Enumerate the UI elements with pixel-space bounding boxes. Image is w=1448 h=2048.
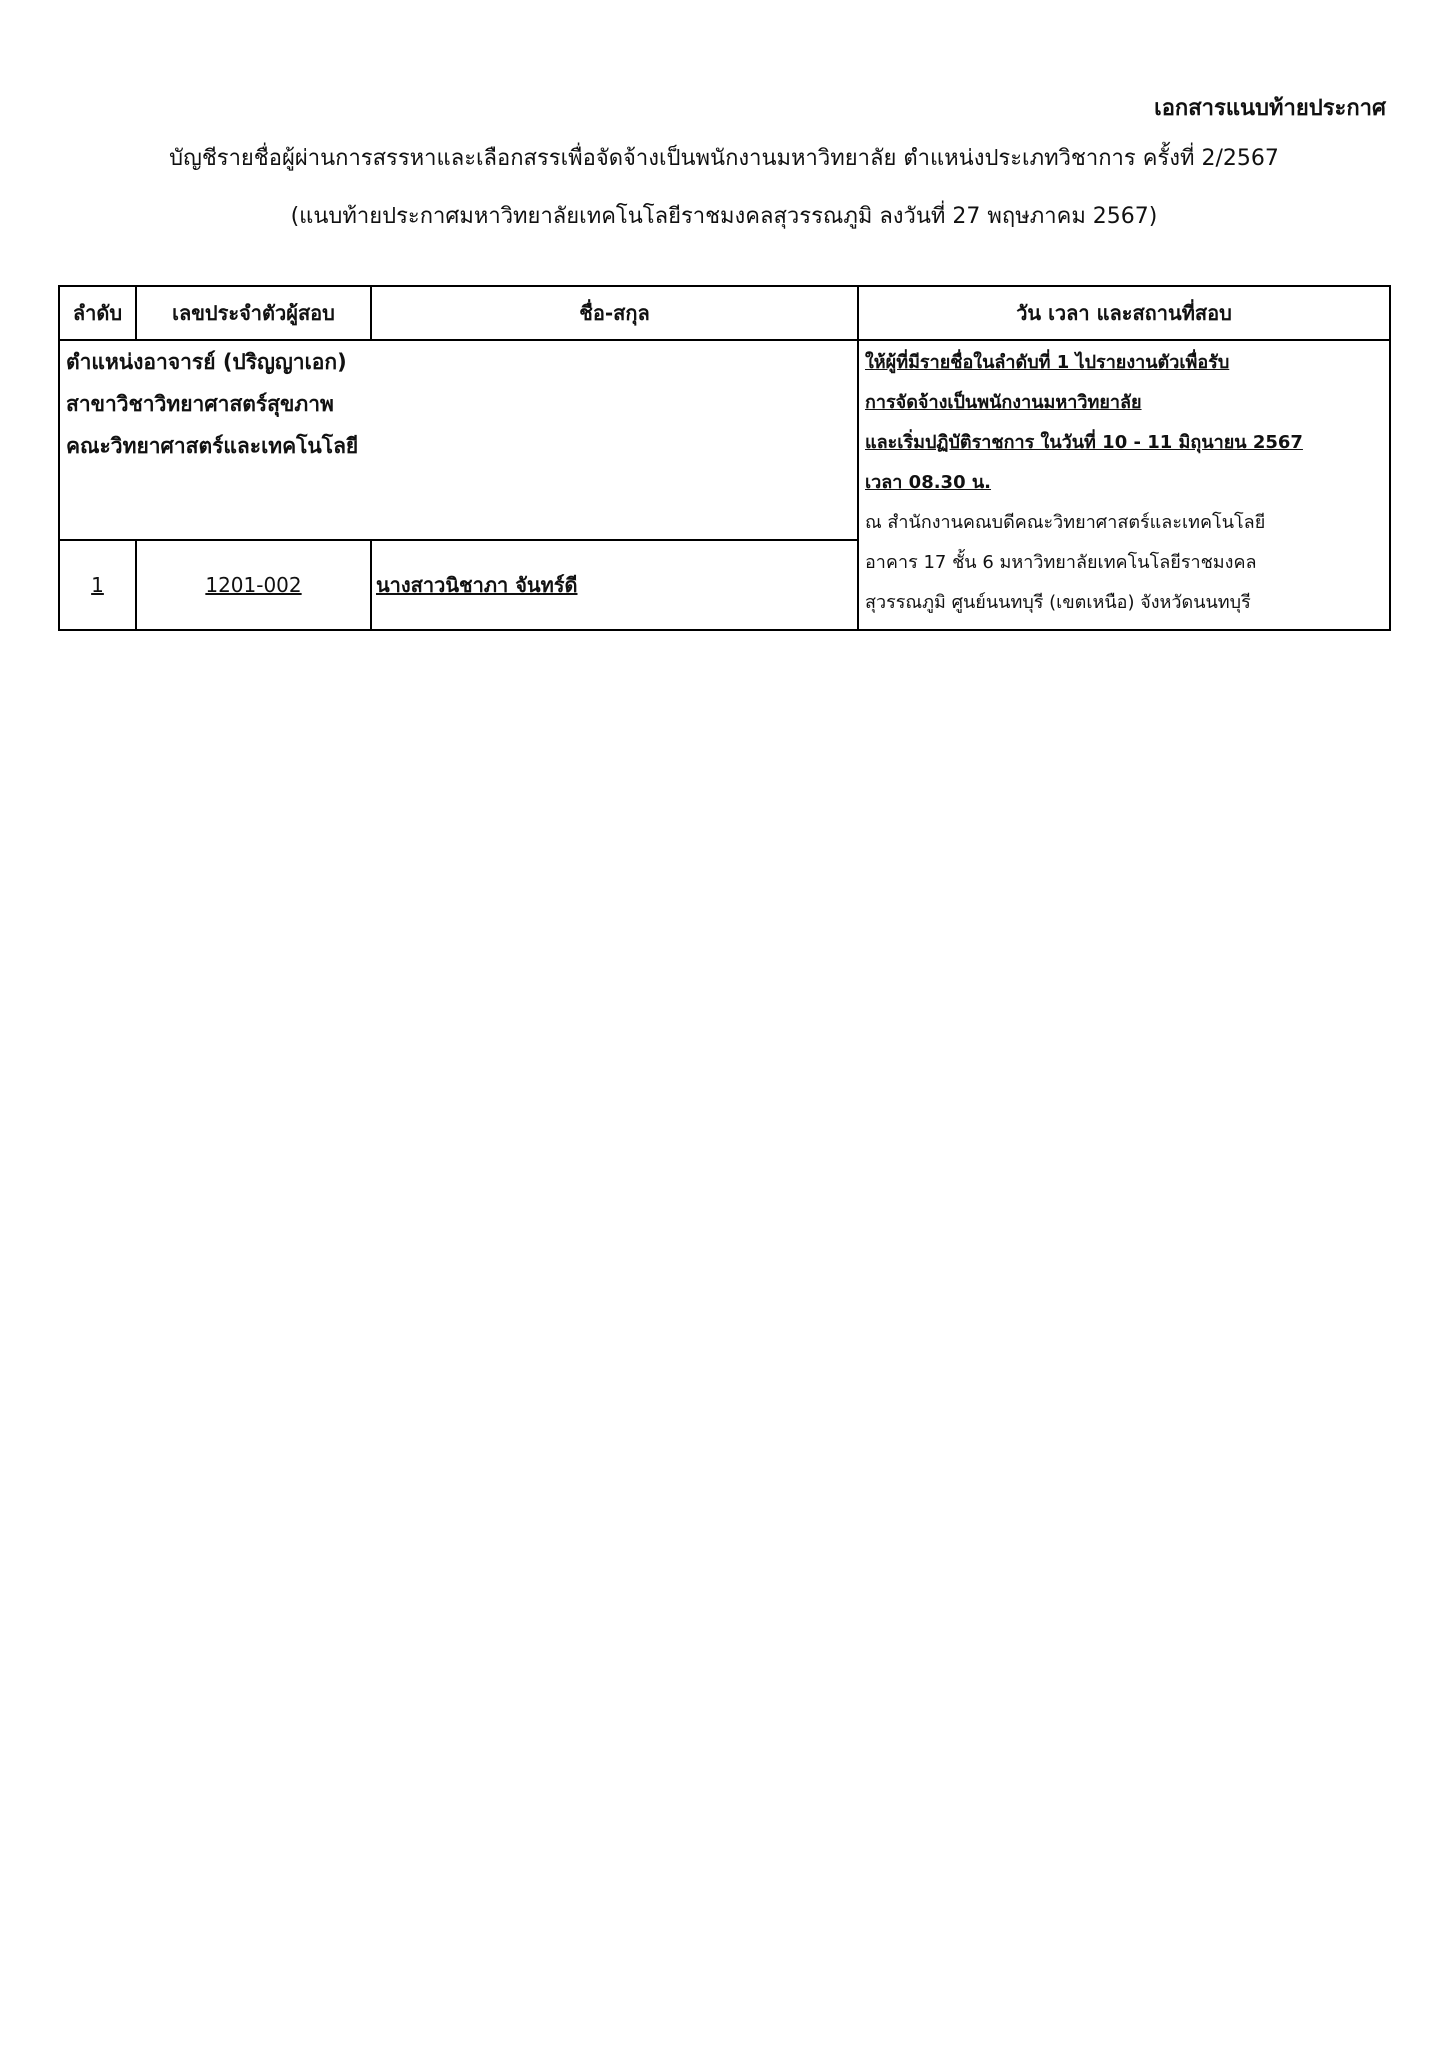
- order-cell: 1: [59, 540, 136, 630]
- position-section: [59, 340, 858, 540]
- table-header-row: [59, 286, 1390, 340]
- document-label: เอกสารแนบท้ายประกาศ: [1154, 96, 1386, 121]
- section-row: [59, 340, 1390, 540]
- document-subtitle: (แนบท้ายประกาศมหาวิทยาลัยเทคโนโลยีราชมงคลสุวรรณภูมิ ลงวันที่ 27 พฤษภาคม 2567): [290, 204, 1158, 229]
- name-cell: นางสาวนิชาภา จันทร์ดี: [371, 540, 858, 630]
- schedule-cell: [858, 340, 1390, 630]
- column-header-name: ชื่อ-สกุล: [371, 286, 858, 340]
- department-title: สาขาวิชาวิทยาศาสตร์สุขภาพ: [66, 392, 334, 416]
- faculty-title: คณะวิทยาศาสตร์และเทคโนโลยี: [66, 434, 359, 458]
- position-title: ตำแหน่งอาจารย์ (ปริญญาเอก): [66, 350, 347, 374]
- location-line: สุวรรณภูมิ ศูนย์นนทบุรี (เขตเหนือ) จังหวัดนนทบุรี: [865, 592, 1251, 613]
- document-title: บัญชีรายชื่อผู้ผ่านการสรรหาและเลือกสรรเพื่อจัดจ้างเป็นพนักงานมหาวิทยาลัย ตำแหน่งประเภทวิชาการ ครั้งที่ 2/2567: [169, 146, 1279, 171]
- location-line: อาคาร 17 ชั้น 6 มหาวิทยาลัยเทคโนโลยีราชมงคล: [865, 552, 1257, 573]
- schedule-line: การจัดจ้างเป็นพนักงานมหาวิทยาลัย: [865, 392, 1142, 413]
- schedule-line: ให้ผู้ที่มีรายชื่อในลำดับที่ 1 ไปรายงานตัวเพื่อรับ: [865, 352, 1230, 373]
- location-line: ณ สำนักงานคณบดีคณะวิทยาศาสตร์และเทคโนโลยี: [865, 512, 1266, 533]
- results-table: [58, 285, 1391, 631]
- column-header-order: ลำดับ: [59, 286, 136, 340]
- schedule-line: และเริ่มปฏิบัติราชการ ในวันที่ 10 - 11 มิถุนายน 2567: [865, 432, 1303, 453]
- column-header-schedule: วัน เวลา และสถานที่สอบ: [858, 286, 1390, 340]
- exam-id-cell: 1201-002: [136, 540, 371, 630]
- schedule-line: เวลา 08.30 น.: [865, 472, 992, 493]
- column-header-exam-id: เลขประจำตัวผู้สอบ: [136, 286, 371, 340]
